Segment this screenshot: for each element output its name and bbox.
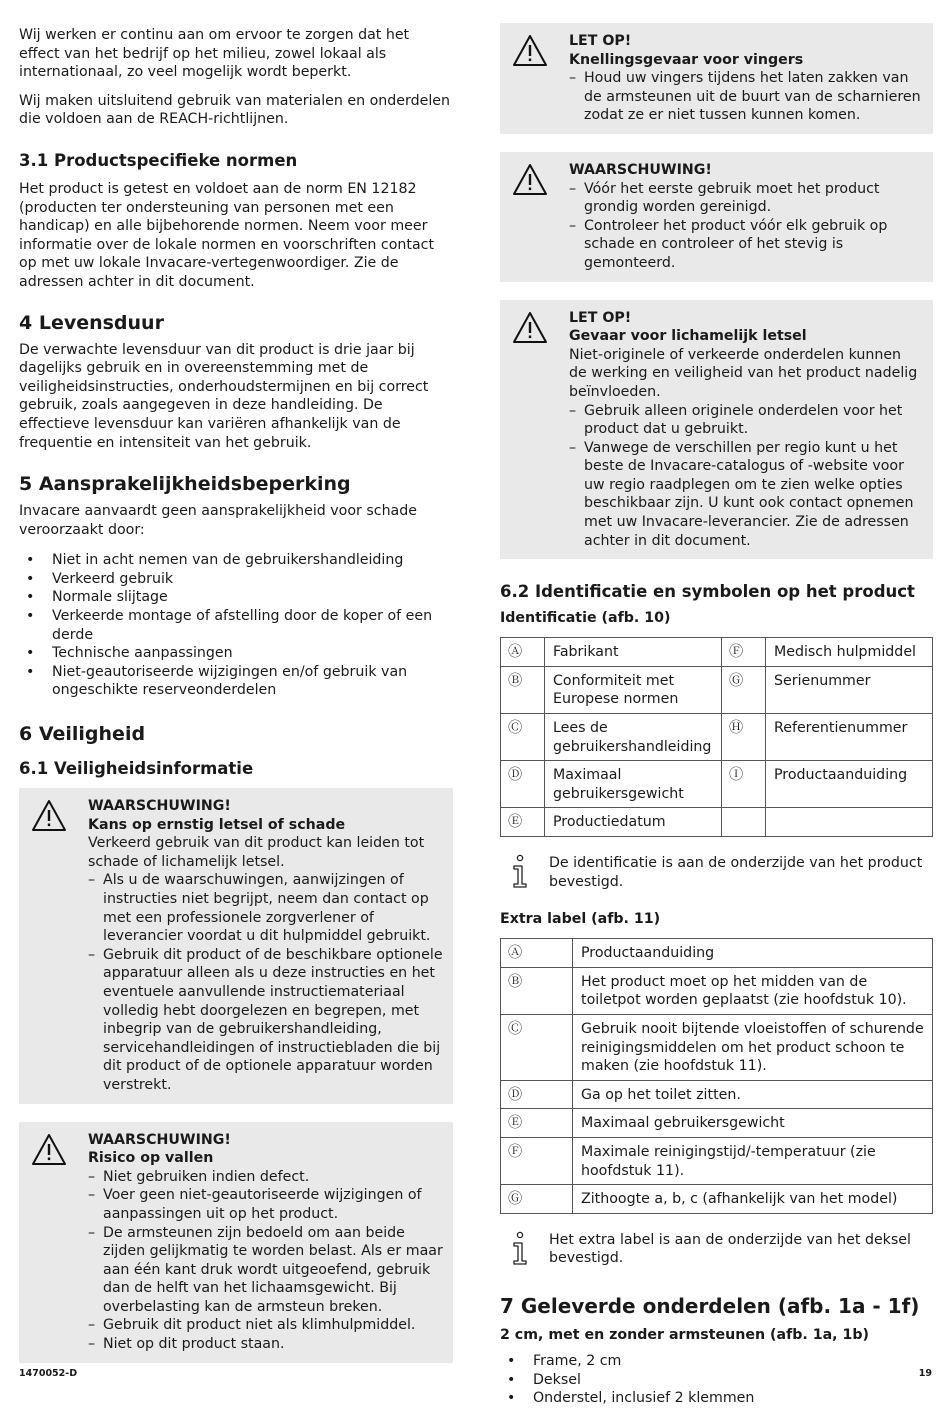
table-row	[501, 1080, 933, 1109]
warning-box-serious-injury	[19, 788, 453, 1104]
section-7-subheading: 2 cm, met en zonder armsteunen (afb. 1a, 1b)	[500, 1326, 870, 1343]
caution-title: Knellingsgevaar voor vingers	[569, 51, 804, 68]
list-item: • Deksel	[500, 1371, 933, 1390]
list-item: – Niet gebruiken indien defect.	[88, 1168, 443, 1187]
list-item: – Gebruik alleen originele onderdelen voor het product dat u gebruikt.	[569, 402, 923, 439]
warning-label: WAARSCHUWING!	[569, 161, 712, 178]
symbol-cell: Ⓑ	[501, 666, 545, 713]
table-row	[501, 1185, 933, 1214]
text-cell: Maximaal gebruikersgewicht	[573, 1109, 933, 1138]
warning-list	[88, 871, 443, 1094]
symbol-cell: Ⓓ	[501, 761, 545, 808]
text-cell: Productaanduiding	[766, 761, 933, 808]
table-row	[501, 1014, 933, 1080]
symbol-cell: Ⓑ	[501, 967, 573, 1014]
text-cell: Productaanduiding	[573, 939, 933, 968]
text-cell: Maximaal gebruikersgewicht	[545, 761, 722, 808]
note-text: Het extra label is aan de onderzijde van het deksel bevestigd.	[549, 1231, 911, 1267]
table-row	[501, 761, 933, 808]
warning-label: WAARSCHUWING!	[88, 1131, 231, 1148]
text-cell: Referentienummer	[766, 714, 933, 761]
section-6-heading: 6 Veiligheid	[19, 723, 146, 746]
section-4-heading: 4 Levensduur	[19, 311, 164, 334]
text-cell: Ga op het toilet zitten.	[573, 1080, 933, 1109]
table-row	[501, 714, 933, 761]
section-6-2-heading: 6.2 Identificatie en symbolen op het product	[500, 582, 915, 602]
liability-list	[19, 551, 453, 700]
caution-list	[569, 69, 923, 125]
text-cell: Zithoogte a, b, c (afhankelijk van het model)	[573, 1185, 933, 1214]
list-item: • Onderstel, inclusief 2 klemmen	[500, 1389, 933, 1408]
table-row	[501, 808, 933, 837]
right-column	[500, 23, 933, 1408]
warning-triangle-icon	[512, 163, 548, 197]
extra-label-note	[500, 1231, 933, 1268]
list-item: • Technische aanpassingen	[19, 644, 453, 663]
identification-note	[500, 854, 933, 891]
symbol-cell: Ⓔ	[501, 808, 545, 837]
table-row	[501, 939, 933, 968]
symbol-cell: Ⓖ	[722, 666, 766, 713]
section-7-heading: 7 Geleverde onderdelen (afb. 1a - 1f)	[500, 1293, 920, 1318]
list-item: – Controleer het product vóór elk gebruik op schade en controleer of het stevig is gemonteerd.	[569, 217, 923, 273]
caution-list	[569, 402, 923, 551]
identification-table	[500, 637, 933, 837]
warning-list	[569, 180, 923, 273]
extra-label-heading: Extra label (afb. 11)	[500, 911, 661, 928]
note-text: De identificatie is aan de onderzijde van het product bevestigd.	[549, 855, 923, 890]
warning-label: WAARSCHUWING!	[88, 798, 231, 815]
warning-triangle-icon	[512, 311, 548, 345]
symbol-cell: Ⓒ	[501, 714, 545, 761]
section-4-text: De verwachte levensduur van dit product is drie jaar bij dagelijks gebruik en in overeenstemming met de veiligheidsinstructies, onderhoudstermijnen en bij correct gebruik, zoals aangegeven in deze handleiding. De effectieve levensduur kan variëren afhankelijk van de frequentie en intensiteit van het gebruik.	[19, 341, 429, 451]
warning-triangle-icon	[512, 34, 548, 68]
symbol-cell: Ⓗ	[722, 714, 766, 761]
list-item: • Normale slijtage	[19, 588, 453, 607]
symbol-cell: Ⓘ	[722, 761, 766, 808]
warning-title: Risico op vallen	[88, 1150, 214, 1167]
text-cell	[766, 808, 933, 837]
text-cell: Productiedatum	[545, 808, 722, 837]
identification-heading: Identificatie (afb. 10)	[500, 610, 671, 627]
warning-box-cleaning	[500, 152, 933, 282]
list-item: – De armsteunen zijn bedoeld om aan beide zijden gelijkmatig te worden belast. Als er maar aan één kant druk wordt uitgeoefend, gebruik dan de helft van het lichaamsgewicht. Bij overbelasting kan de armsteun breken.	[88, 1224, 443, 1317]
list-item: – Gebruik dit product niet als klimhulpmiddel.	[88, 1316, 443, 1335]
info-icon	[509, 854, 531, 890]
table-row	[501, 1109, 933, 1138]
intro-paragraph-2: Wij maken uitsluitend gebruik van materialen en onderdelen die voldoen aan de REACH-richtlijnen.	[19, 92, 451, 128]
list-item: • Niet-geautoriseerde wijzigingen en/of gebruik van ongeschikte reserveonderdelen	[19, 663, 453, 700]
section-3-1-text: Het product is getest en voldoet aan de norm EN 12182 (producten ter ondersteuning van personen met een handicap) en alle bijbehorende normen. Neem voor meer informatie over de lokale normen en voorschriften contact op met uw lokale Invacare-vertegenwoordiger. Zie de adressen achter in dit document.	[19, 180, 435, 290]
warning-box-fall-risk	[19, 1122, 453, 1363]
table-row	[501, 967, 933, 1014]
table-row	[501, 1137, 933, 1184]
section-6-1-heading: 6.1 Veiligheidsinformatie	[19, 759, 254, 779]
section-5-heading: 5 Aansprakelijkheidsbeperking	[19, 473, 351, 496]
table-row	[501, 638, 933, 667]
warning-triangle-icon	[31, 799, 67, 833]
list-item: • Niet in acht nemen van de gebruikershandleiding	[19, 551, 453, 570]
caution-title: Gevaar voor lichamelijk letsel	[569, 328, 807, 345]
symbol-cell: Ⓔ	[501, 1109, 573, 1138]
list-item: • Verkeerde montage of afstelling door de koper of een derde	[19, 607, 453, 644]
list-item: – Gebruik dit product of de beschikbare optionele apparatuur alleen als u deze instructies en het eventuele aanvullende instructiemateriaal volledig hebt doorgelezen en begrepen, met inbegrip van de gebruikershandleiding, servicehandleidingen of instructiebladen die bij dit product of de optionele apparatuur worden verstrekt.	[88, 946, 443, 1095]
footer-page-number: 19	[918, 1368, 932, 1379]
left-column	[19, 26, 453, 1381]
symbol-cell: Ⓐ	[501, 638, 545, 667]
text-cell: Het product moet op het midden van de toiletpot worden geplaatst (zie hoofdstuk 10).	[573, 967, 933, 1014]
list-item: – Vanwege de verschillen per regio kunt u het beste de Invacare-catalogus of -website voor uw regio raadplegen om te zien welke opties beschikbaar zijn. U kunt ook contact opnemen met uw Invacare-leverancier. Zie de adressen achter in dit document.	[569, 439, 923, 551]
text-cell: Medisch hulpmiddel	[766, 638, 933, 667]
list-item: – Niet op dit product staan.	[88, 1335, 443, 1354]
symbol-cell: Ⓒ	[501, 1014, 573, 1080]
symbol-cell: Ⓕ	[501, 1137, 573, 1184]
caution-box-injury	[500, 300, 933, 560]
intro-paragraph-1: Wij werken er continu aan om ervoor te zorgen dat het effect van het bedrijf op het milieu, zowel lokaal als internationaal, zo veel mogelijk wordt beperkt.	[19, 27, 410, 81]
text-cell: Gebruik nooit bijtende vloeistoffen of schurende reinigingsmiddelen om het product schoon te maken (zie hoofdstuk 11).	[573, 1014, 933, 1080]
warning-text: Verkeerd gebruik van dit product kan leiden tot schade of lichamelijk letsel.	[88, 835, 425, 870]
caution-label: LET OP!	[569, 309, 632, 326]
symbol-cell	[722, 808, 766, 837]
text-cell: Maximale reinigingstijd/-temperatuur (zie hoofdstuk 11).	[573, 1137, 933, 1184]
warning-triangle-icon	[31, 1133, 67, 1167]
symbol-cell: Ⓐ	[501, 939, 573, 968]
list-item: • Frame, 2 cm	[500, 1352, 933, 1371]
list-item: – Vóór het eerste gebruik moet het product grondig worden gereinigd.	[569, 180, 923, 217]
text-cell: Serienummer	[766, 666, 933, 713]
symbol-cell: Ⓓ	[501, 1080, 573, 1109]
text-cell: Fabrikant	[545, 638, 722, 667]
list-item: – Voer geen niet-geautoriseerde wijzigingen of aanpassingen uit op het product.	[88, 1186, 443, 1223]
warning-title: Kans op ernstig letsel of schade	[88, 816, 346, 833]
symbol-cell: Ⓕ	[722, 638, 766, 667]
delivered-parts-list	[500, 1352, 933, 1408]
list-item: – Als u de waarschuwingen, aanwijzingen of instructies niet begrijpt, neem dan contact op met een professionele zorgverlener of leverancier voordat u dit hulpmiddel gebruikt.	[88, 871, 443, 945]
caution-text: Niet-originele of verkeerde onderdelen kunnen de werking en veiligheid van het product nadelig beïnvloeden.	[569, 346, 918, 400]
info-icon	[509, 1231, 531, 1267]
list-item: – Houd uw vingers tijdens het laten zakken van de armsteunen uit de buurt van de scharnieren zodat ze er niet tussen kunnen komen.	[569, 69, 923, 125]
footer-doc-id: 1470052-D	[19, 1368, 78, 1379]
table-row	[501, 666, 933, 713]
section-3-1-heading: 3.1 Productspecifieke normen	[19, 150, 298, 170]
list-item: • Verkeerd gebruik	[19, 570, 453, 589]
text-cell: Conformiteit met Europese normen	[545, 666, 722, 713]
symbol-cell: Ⓖ	[501, 1185, 573, 1214]
warning-list	[88, 1168, 443, 1354]
caution-box-finger-pinch	[500, 23, 933, 134]
caution-label: LET OP!	[569, 33, 632, 49]
text-cell: Lees de gebruikershandleiding	[545, 714, 722, 761]
section-5-text: Invacare aanvaardt geen aansprakelijkheid voor schade veroorzaakt door:	[19, 503, 417, 538]
extra-label-table	[500, 938, 933, 1214]
